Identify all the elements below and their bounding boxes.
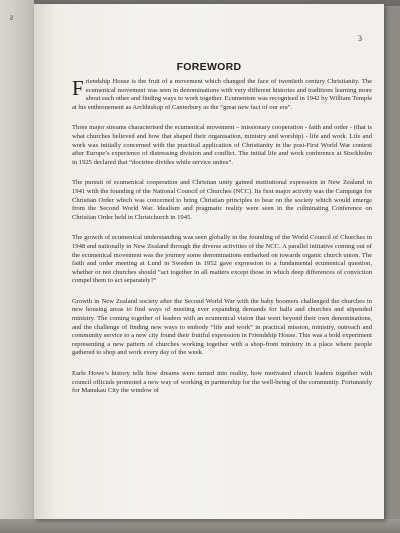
page-title: FOREWORD bbox=[176, 61, 242, 73]
booklet-page bbox=[34, 4, 384, 519]
page-number: 3 bbox=[358, 34, 362, 43]
paragraph-1 bbox=[72, 78, 372, 112]
background-binding-edge bbox=[0, 0, 34, 533]
background-table bbox=[0, 519, 400, 533]
drop-cap: F bbox=[72, 76, 84, 100]
paragraph-text: riendship House is the fruit of a movement which changed the face of twentieth century Christianity. The ecumenical movement was seen in denominations with very different histories and traditions learning more about each other and finding ways to work together. Ecumenism was recognised in 1942 by William Temple at his enthronement as Archbishop of Canterbury as the “great new fact of our era”. bbox=[72, 78, 372, 111]
binding-mark: ƨ bbox=[10, 12, 14, 22]
paragraph-4: The growth of ecumenical understanding was seen globally in the founding of the World Council of Churches in 1948 and nationally in New Zealand through the diverse activities of the NCC. A parallel initiative coming out of the ecumenical movement was the journey some denominations embarked on towards organic church union. The faith and order meeting at Lund in Sweden in 1952 gave expression to a fundamental ecumenical question, whether or not churches should “act together in all matters except those in which deep differences of conviction compel them to act separately?” bbox=[72, 234, 372, 285]
paragraph-2: Three major streams characterised the ecumenical movement – missionary cooperation - faith and order - (that is what churches believed and how that shaped their organisation, ministry and worship) - life and work. Life and work was initially concerned with the practical application of Christianity in the post-First World War context after Europe’s experience of distressing division and conflict. The initial life and work conference at Stockholm in 1925 declared that “doctrine divides while service unites”. bbox=[72, 124, 372, 166]
paragraph-6: Earle Howe’s history tells how dreams were turned into reality, how motivated church leaders together with council officials promoted a new way of working in partnership for the well-being of the community. Fortunately for Manukau City the window of bbox=[72, 370, 372, 395]
foreword-body bbox=[72, 78, 372, 408]
paragraph-5: Growth in New Zealand society after the Second World War with the baby boomers challenged the churches in new housing areas to find ways of meeting ever expanding demands for halls and churches and stipended ministry. The coming together of leaders with an ecumenical vision that went beyond their own denominations, and the challenge of finding new ways to embody “life and work” in practical mission, ministry, outreach and community service to a new city found their fruitful expression in Friendship House. This was a bold experiment representing a new pattern of churches working together with a shop-front ministry in a place where people gathered to shop and work every day of the week. bbox=[72, 297, 372, 357]
paragraph-3: The pursuit of ecumenical cooperation and Christian unity gained institutional expression in New Zealand in 1941 with the founding of the National Council of Churches (NCC). Its first major activity was the Campaign for Christian Order which was concerned to bring Christian principles to bear on the society which would emerge from the Second World War. Idealism and pragmatic reality were seen in the culminating Conference on Christian Order held in Christchurch in 1945. bbox=[72, 179, 372, 221]
